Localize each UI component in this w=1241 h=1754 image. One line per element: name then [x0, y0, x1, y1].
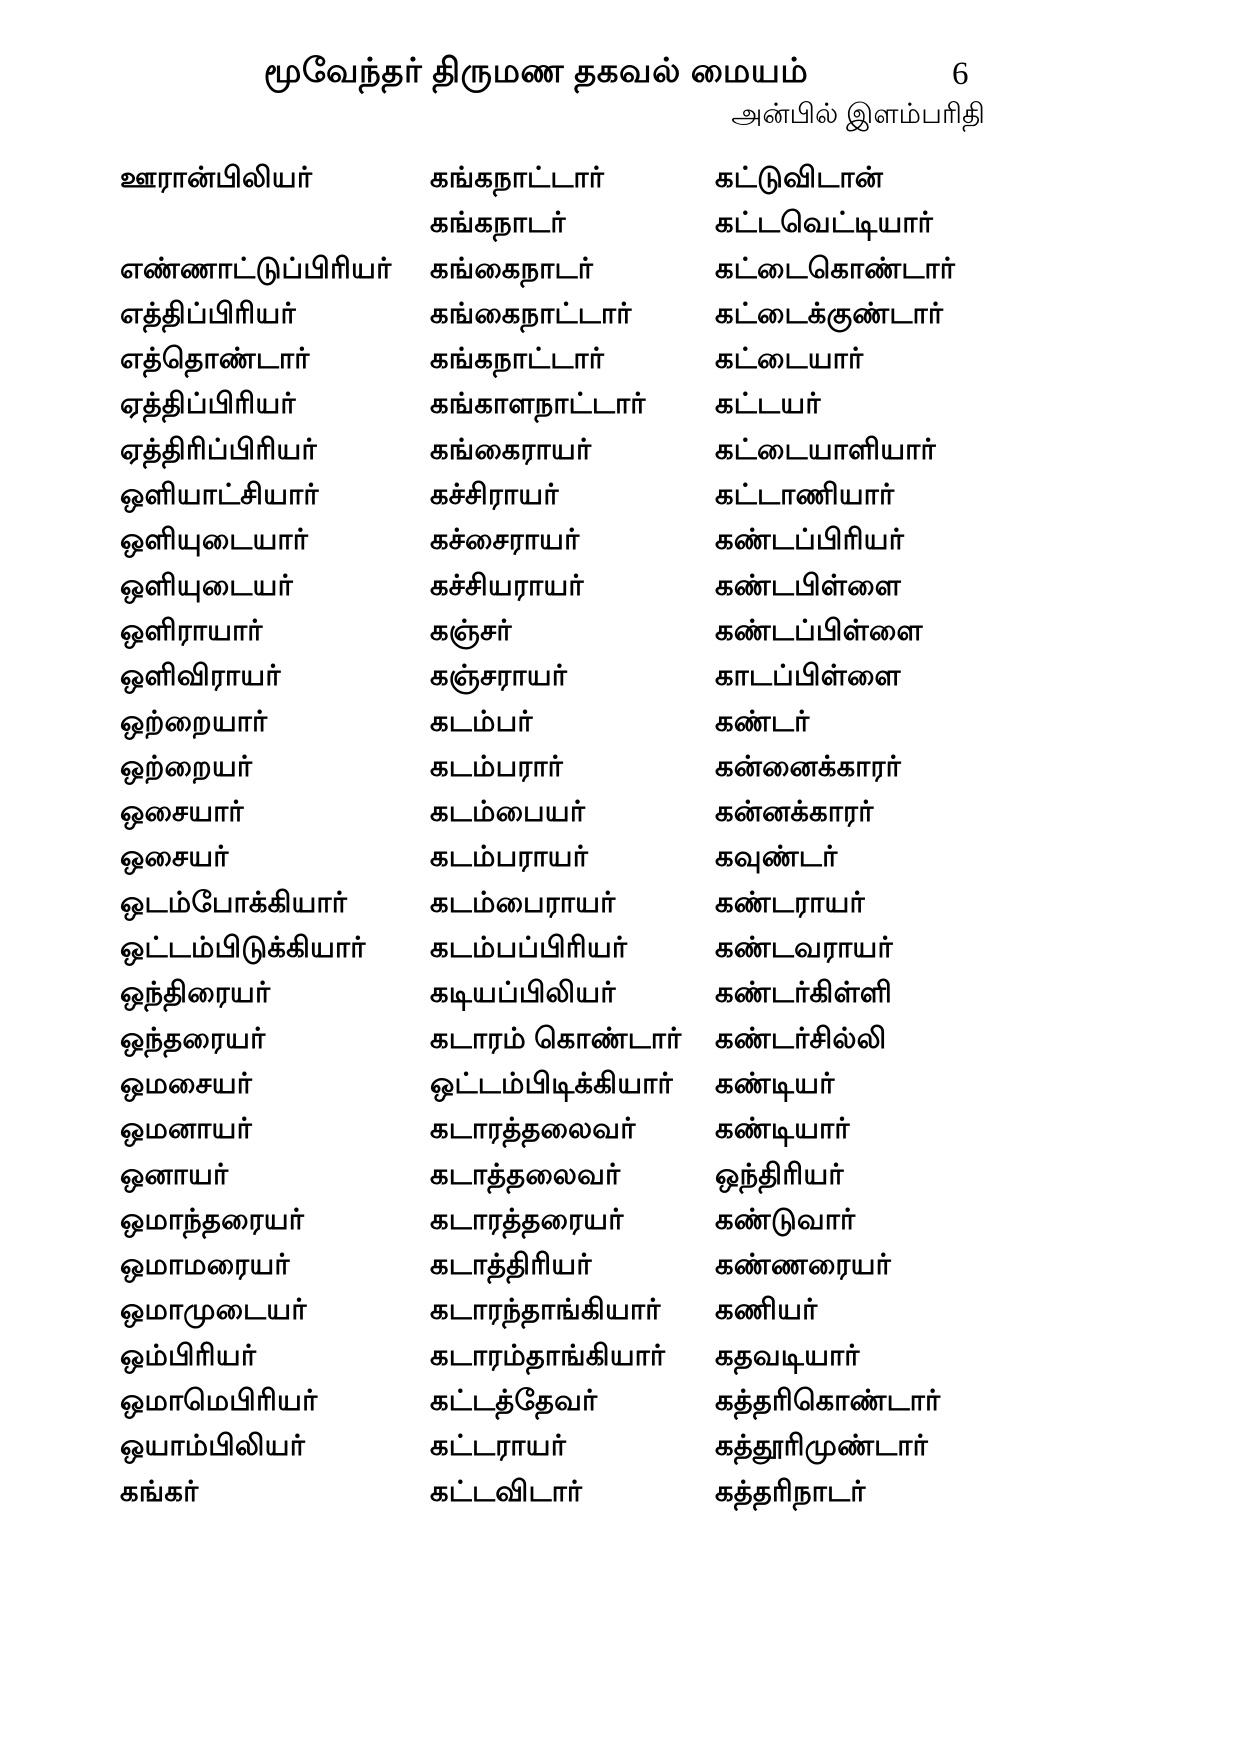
list-item-row30-col2: கட்டவிடார் — [430, 1475, 583, 1508]
list-item-row22-col3: கண்டியார் — [715, 1113, 850, 1146]
list-item-row7-col2: கங்கைராயர் — [430, 433, 592, 466]
list-item-row26-col2: கடாரந்தாங்கியார் — [430, 1294, 661, 1327]
list-item-row26-col1: ஒமாமுடையர் — [120, 1294, 307, 1327]
list-item-row10-col3: கண்டபிள்ளை — [715, 569, 901, 602]
list-item-row28-col1: ஒமாமெபிரியர் — [120, 1385, 318, 1418]
list-item-row15-col2: கடம்பையர் — [430, 796, 586, 829]
list-item-row21-col3: கண்டியர் — [715, 1067, 835, 1100]
list-item-row6-col3: கட்டயர் — [715, 388, 821, 421]
list-item-row7-col1: ஏத்திரிப்பிரியர் — [120, 433, 317, 466]
list-item-row5-col3: கட்டையார் — [715, 343, 864, 376]
list-item-row23-col2: கடாத்தலைவர் — [430, 1158, 621, 1191]
list-item-row29-col2: கட்டராயர் — [430, 1430, 567, 1463]
list-item-row9-col1: ஒளியுடையார் — [120, 524, 309, 557]
list-item-row3-col2: கங்கைநாடர் — [430, 252, 594, 285]
list-item-row13-col2: கடம்பர் — [430, 705, 533, 738]
list-item-row1-col3: கட்டுவிடான் — [715, 162, 884, 194]
list-item-row14-col1: ஒற்றையர் — [120, 750, 253, 783]
list-item-row24-col3: கண்டுவார் — [715, 1203, 856, 1236]
list-item-row28-col2: கட்டத்தேவர் — [430, 1385, 598, 1418]
list-item-row21-col1: ஒமசையர் — [120, 1067, 253, 1100]
list-item-row13-col3: கண்டர் — [715, 705, 810, 738]
list-item-row18-col1: ஒட்டம்பிடுக்கியார் — [120, 932, 366, 965]
list-item-row19-col3: கண்டர்கிள்ளி — [715, 977, 893, 1010]
list-item-row22-col2: கடாரத்தலைவர் — [430, 1113, 636, 1146]
list-item-row17-col2: கடம்பைராயர் — [430, 886, 616, 919]
page-number: 6 — [952, 56, 969, 92]
list-item-row23-col1: ஒனாயர் — [120, 1158, 229, 1191]
list-item-row11-col2: கஞ்சர் — [430, 614, 512, 647]
list-item-row26-col3: கணியர் — [715, 1294, 818, 1327]
list-item-row11-col1: ஒளிராயார் — [120, 614, 263, 647]
list-item-row8-col1: ஒளியாட்சியார் — [120, 479, 319, 512]
list-item-row28-col3: கத்தரிகொண்டார் — [715, 1385, 941, 1418]
list-item-row4-col1: எத்திப்பிரியர் — [120, 297, 296, 330]
list-item-row5-col1: எத்தொண்டார் — [120, 343, 310, 376]
list-item-row27-col3: கதவடியார் — [715, 1339, 860, 1372]
list-item-row19-col1: ஒந்திரையர் — [120, 977, 271, 1010]
list-item-row9-col2: கச்சைராயர் — [430, 524, 580, 557]
list-item-row2-col2: கங்கநாடர் — [430, 207, 566, 240]
list-item-row17-col1: ஒடம்போக்கியார் — [120, 886, 348, 919]
list-item-row4-col2: கங்கைநாட்டார் — [430, 297, 632, 330]
list-item-row6-col2: கங்காளநாட்டார் — [430, 388, 646, 421]
list-item-row10-col2: கச்சியராயர் — [430, 569, 584, 602]
list-item-row16-col1: ஒசையர் — [120, 841, 229, 874]
list-item-row14-col3: கன்னைக்காரர் — [715, 750, 902, 783]
list-item-row9-col3: கண்டப்பிரியர் — [715, 524, 905, 557]
list-item-row7-col3: கட்டையாளியார் — [715, 433, 936, 466]
list-item-row15-col1: ஒசையார் — [120, 796, 244, 829]
list-item-row24-col2: கடாரத்தரையர் — [430, 1203, 624, 1236]
list-item-row6-col1: ஏத்திப்பிரியர் — [120, 388, 296, 421]
list-item-row3-col3: கட்டைகொண்டார் — [715, 252, 956, 285]
name-list — [120, 163, 1181, 1522]
list-item-row15-col3: கன்னக்காரர் — [715, 796, 874, 829]
list-item-row5-col2: கங்கநாட்டார் — [430, 343, 605, 376]
list-item-row20-col1: ஒந்தரையர் — [120, 1022, 266, 1055]
list-item-row20-col3: கண்டர்சில்லி — [715, 1022, 887, 1055]
page-title: மூவேந்தர் திருமண தகவல் மையம் — [263, 52, 809, 90]
list-item-row13-col1: ஒற்றையார் — [120, 705, 268, 738]
list-item-row22-col1: ஒமனாயர் — [120, 1113, 252, 1146]
list-item-row18-col3: கண்டவராயர் — [715, 932, 893, 965]
list-item-row29-col1: ஒயாம்பிலியர் — [120, 1430, 306, 1463]
list-item-row27-col2: கடாரம்தாங்கியார் — [430, 1339, 666, 1372]
list-item-row25-col2: கடாத்திரியர் — [430, 1249, 592, 1282]
list-item-row11-col3: கண்டப்பிள்ளை — [715, 614, 923, 647]
list-item-row12-col3: காடப்பிள்ளை — [715, 660, 901, 693]
list-item-row1-col2: கங்கநாட்டார் — [430, 162, 605, 194]
list-item-row18-col2: கடம்பப்பிரியர் — [430, 932, 628, 965]
author-byline: அன்பில் இளம்பரிதி — [731, 98, 985, 129]
list-item-row30-col3: கத்தரிநாடர் — [715, 1475, 866, 1508]
list-item-row23-col3: ஒந்திரியர் — [715, 1158, 844, 1191]
list-item-row20-col2: கடாரம் கொண்டார் — [430, 1022, 682, 1055]
list-item-row29-col3: கத்தூரிமுண்டார் — [715, 1430, 928, 1463]
list-item-row12-col1: ஒளிவிராயர் — [120, 660, 281, 693]
list-item-row30-col1: கங்கர் — [120, 1475, 199, 1508]
list-item-row8-col2: கச்சிராயர் — [430, 479, 559, 512]
list-item-row17-col3: கண்டராயர் — [715, 886, 865, 919]
list-item-row4-col3: கட்டைக்குண்டார் — [715, 297, 944, 330]
list-item-row12-col2: கஞ்சராயர் — [430, 660, 568, 693]
list-item-row25-col1: ஒமாமரையர் — [120, 1249, 290, 1282]
list-item-row25-col3: கண்ணரையர் — [715, 1249, 891, 1282]
list-item-row1-col1: ஊரான்பிலியர் — [120, 162, 313, 194]
list-item-row2-col3: கட்டவெட்டியார் — [715, 207, 933, 240]
list-item-row8-col3: கட்டாணியார் — [715, 479, 895, 512]
list-item-row14-col2: கடம்பரார் — [430, 750, 564, 783]
list-item-row24-col1: ஒமாந்தரையர் — [120, 1203, 305, 1236]
list-item-row27-col1: ஒம்பிரியர் — [120, 1339, 257, 1372]
list-item-row10-col1: ஒளியுடையர் — [120, 569, 293, 602]
list-item-row21-col2: ஒட்டம்பிடிக்கியார் — [430, 1067, 673, 1100]
list-item-row19-col2: கடியப்பிலியர் — [430, 977, 616, 1010]
list-item-row16-col2: கடம்பராயர் — [430, 841, 589, 874]
list-item-row16-col3: கவுண்டர் — [715, 841, 838, 874]
list-item-row3-col1: எண்ணாட்டுப்பிரியர் — [120, 252, 392, 285]
